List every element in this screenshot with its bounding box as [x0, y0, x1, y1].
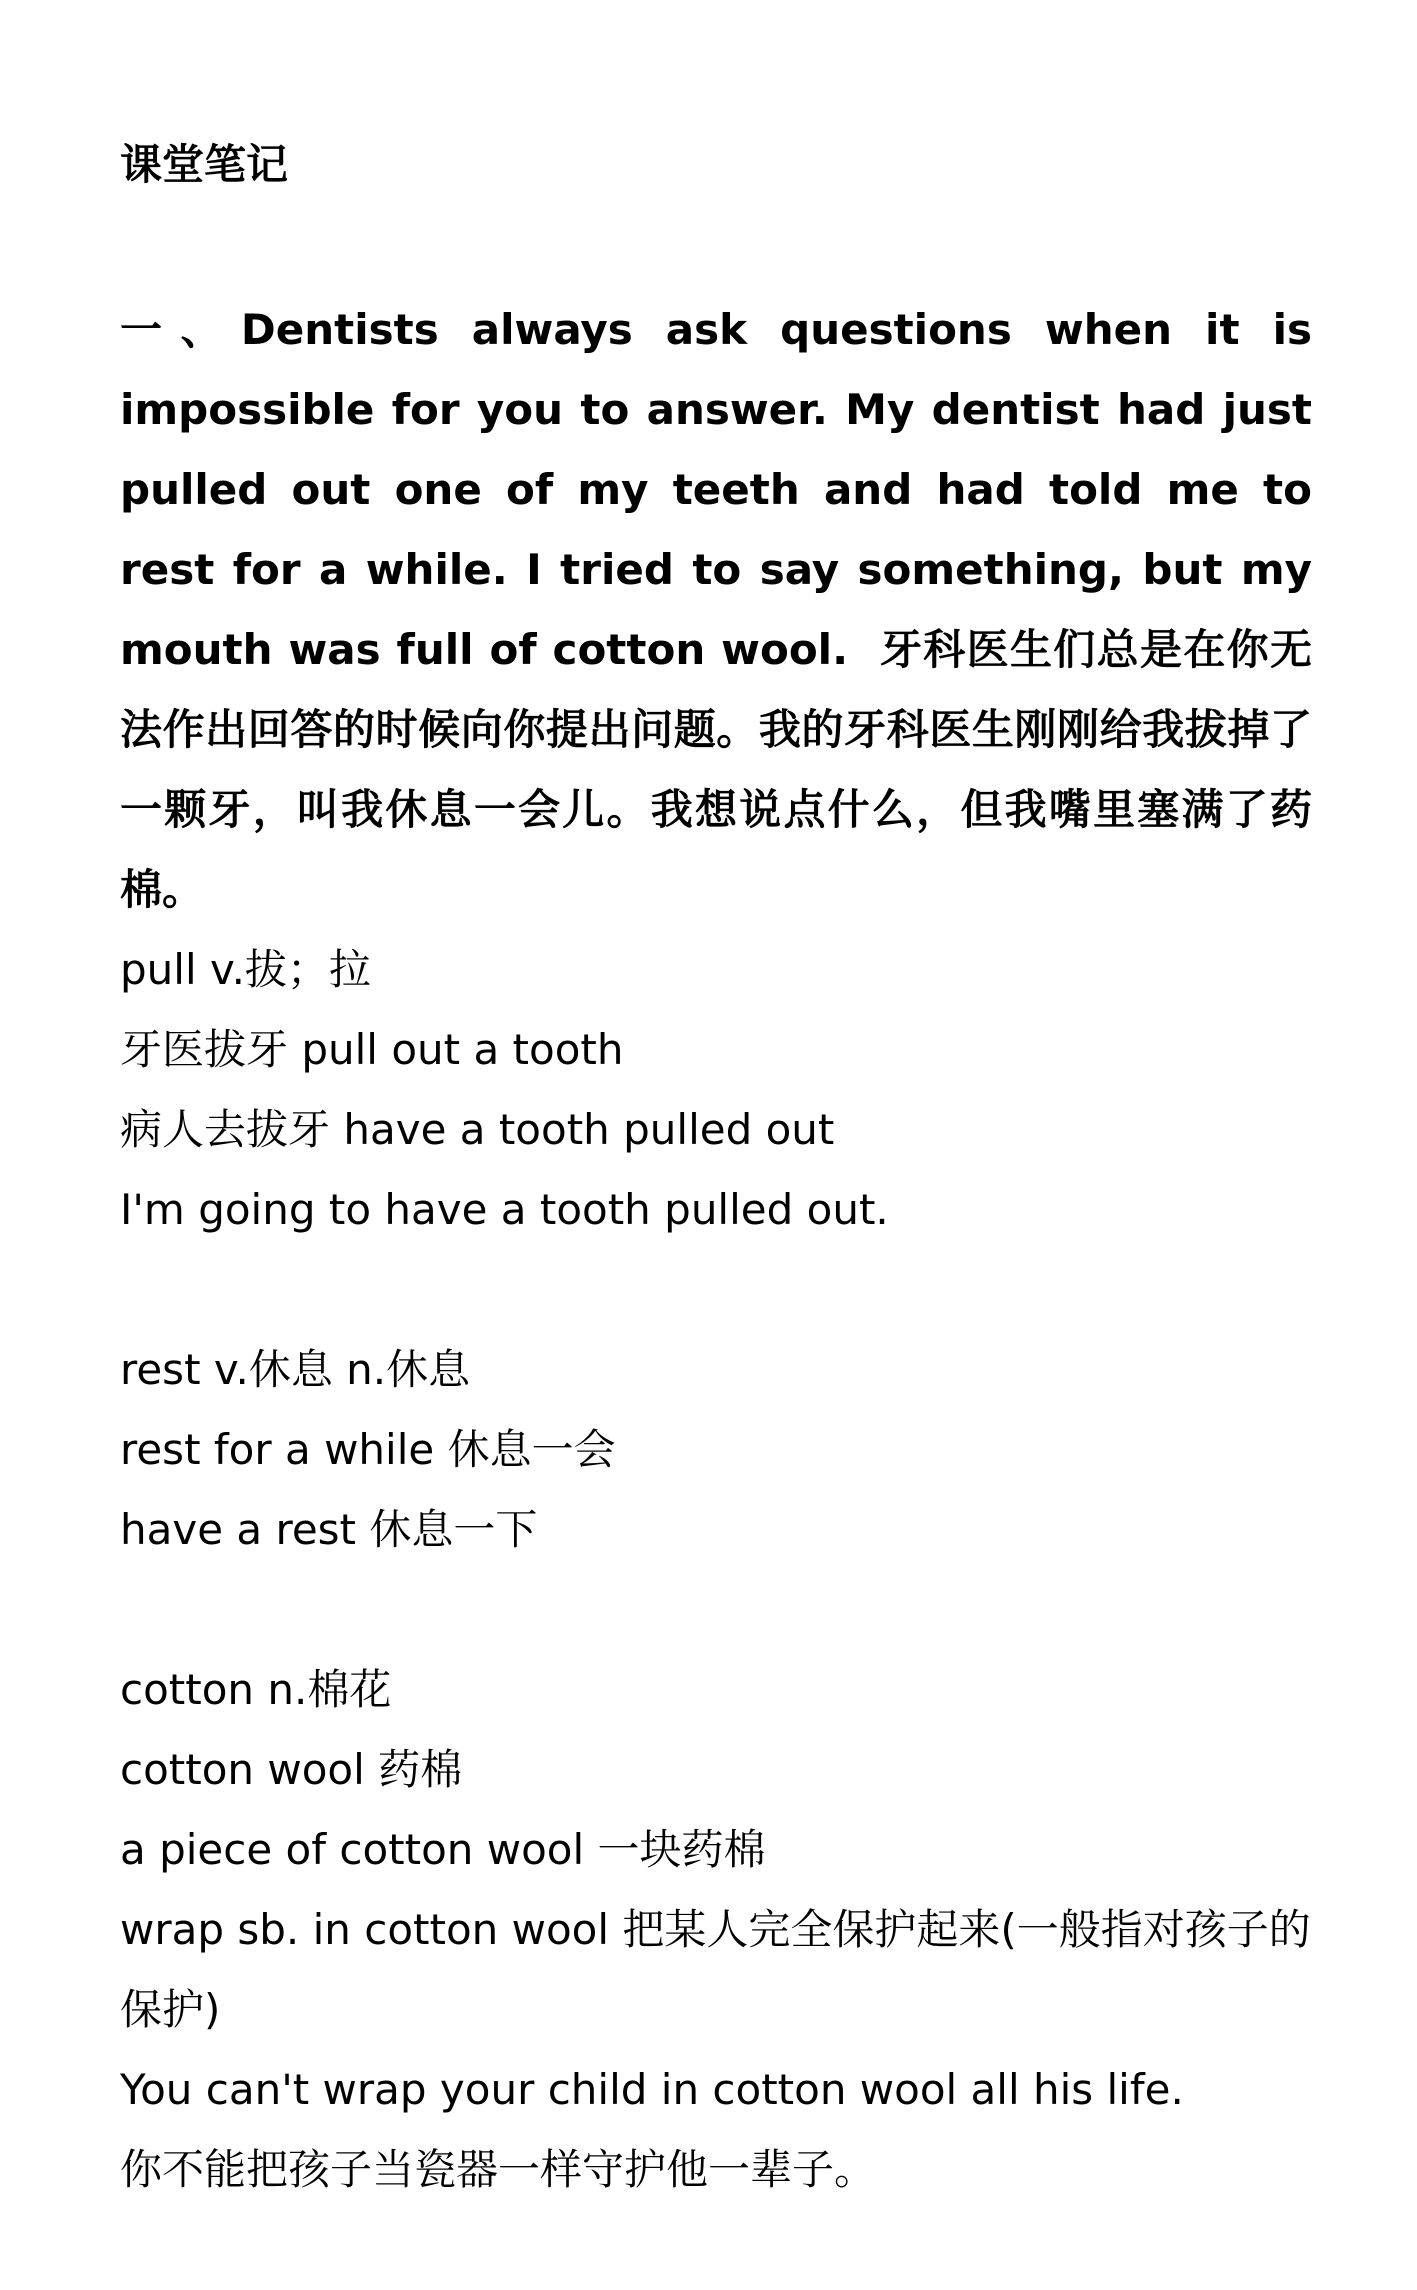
note-line: You can't wrap your child in cotton wool all his life. [120, 2065, 1184, 2114]
note-line: pull v.拔；拉 [120, 945, 371, 994]
note-line: a piece of cotton wool 一块药棉 [120, 1825, 766, 1874]
passage-chinese: 牙科医生们总是在你无法作出回答的时候向你提出问题。我的牙科医生刚刚给我拔掉了一颗牙，叫我休息一会儿。我想说点什么，但我嘴里塞满了药棉。 [120, 625, 1312, 914]
note-line: have a rest 休息一下 [120, 1505, 538, 1554]
passage-english: Dentists always ask questions when it is impossible for you to answer. My dentist had just pulled out one of my teeth and had told me to rest for a while. I tried to say something, but my mouth was full of cotton wool. [120, 305, 1312, 674]
page-title: 课堂笔记 [120, 140, 289, 189]
note-line: 你不能把孩子当瓷器一样守护他一辈子。 [120, 2145, 877, 2194]
note-line: wrap sb. in cotton wool 把某人完全保护起来(一般指对孩子的保护) [120, 1905, 1311, 2034]
passage-paragraph [120, 290, 1312, 930]
note-line: 牙医拔牙 pull out a tooth [120, 1025, 624, 1074]
note-line: cotton n.棉花 [120, 1665, 392, 1714]
vocabulary-notes [120, 930, 1312, 2290]
note-line: rest for a while 休息一会 [120, 1425, 616, 1474]
passage-number: 一、 [120, 305, 241, 354]
note-group-pull [120, 930, 1312, 1250]
note-group-rest [120, 1330, 1312, 1570]
note-line: rest v.休息 n.休息 [120, 1345, 471, 1394]
note-line: 病人去拔牙 have a tooth pulled out [120, 1105, 835, 1154]
note-line: cotton wool 药棉 [120, 1745, 463, 1794]
note-group-cotton [120, 1650, 1312, 2210]
note-line: I'm going to have a tooth pulled out. [120, 1185, 889, 1234]
